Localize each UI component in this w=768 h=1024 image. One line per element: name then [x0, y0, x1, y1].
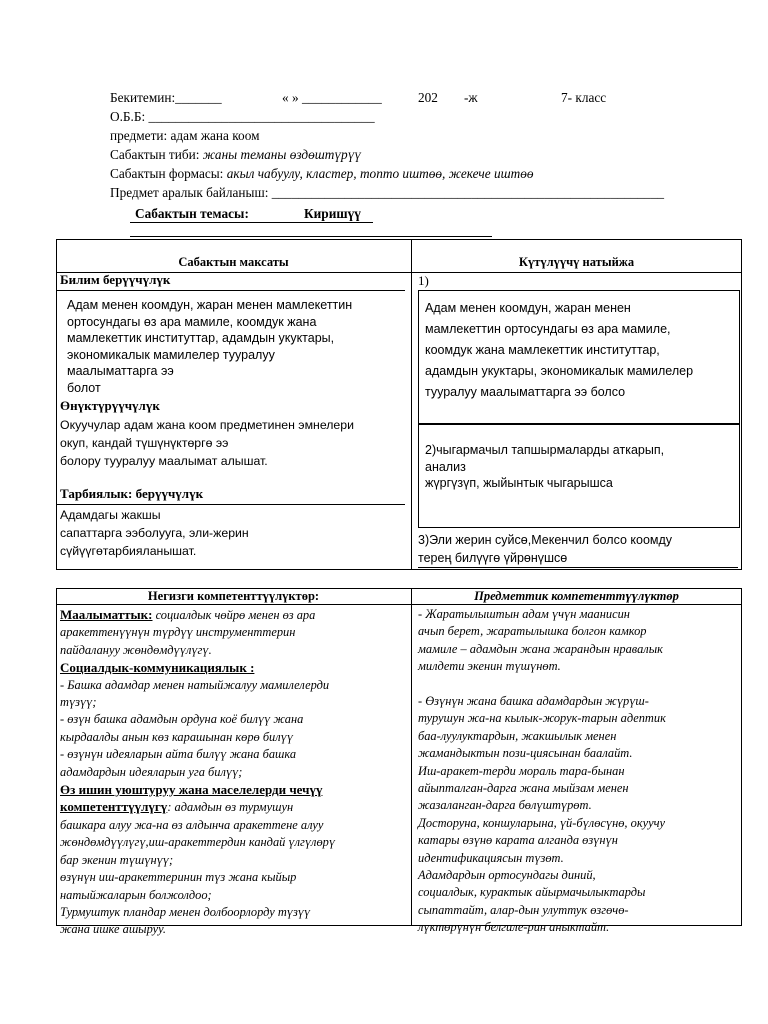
education-line: болот — [67, 380, 101, 395]
social-line: - Башка адамдар менен натыйжалуу мамилелерди — [60, 677, 330, 692]
social-line: кырдаалды анын көз карашынан көрө билүү — [60, 729, 294, 744]
subject-line: жамандыктын пози-циясынан баалайт. — [418, 746, 633, 761]
approve-year: 202 — [418, 90, 438, 105]
upbringing-line: Адамдагы жакшы — [60, 508, 161, 522]
competence-right-header: Предметтик компетенттүүлүктөр — [474, 589, 679, 603]
result1-line: Адам менен коомдун, жаран менен — [425, 301, 631, 315]
subject-line: Иш-аракет-терди мораль тара-бынан — [418, 763, 625, 778]
subject-line: катары өзүнө карата алганда өзүнүн — [418, 833, 618, 848]
grade-label: 7- класс — [561, 90, 607, 105]
self-line: башкара алуу жа-на өз алдынча аракеттене алуу — [60, 817, 324, 832]
education-heading-rule — [56, 290, 405, 291]
key-competences-text — [60, 606, 335, 939]
subject-line: мамиле – адамдын жана жарандын нравалык — [418, 641, 663, 656]
subject-line: социалдык, курактык айырмачылыктарды — [418, 885, 646, 900]
social-line: - өзүнүн идеяларын айта билүү жана башка — [60, 747, 297, 762]
lesson-type-value: жаны теманы өздөштүрүү — [202, 147, 362, 162]
subject-line: жазаланган-дарга бөлүштүрөт. — [418, 798, 592, 813]
self-heading-cont: компетенттүүлүгү — [60, 799, 168, 815]
lesson-form-value: акыл чабуулу, кластер, топто иштөө, жекече иштөө — [226, 166, 534, 181]
info-heading: Маалыматтык: — [60, 607, 153, 622]
development-text — [60, 416, 354, 470]
upbringing-heading-rule — [56, 504, 405, 505]
lesson-form-label: Сабактын формасы: — [110, 166, 227, 181]
result1-text — [425, 298, 693, 403]
self-line: бар экенин түшүнүү; — [60, 852, 174, 867]
subject-line: ачып берет, жаратылышка болгон камкор — [418, 624, 647, 639]
competence-header-rule — [56, 604, 742, 605]
goals-right-header: Күтүлүүчү натыйжа — [518, 255, 635, 269]
upbringing-text — [60, 506, 249, 560]
topic-value: Киришүү — [304, 206, 361, 221]
result1-line: тууралуу маалыматтарга ээ болсо — [425, 385, 626, 399]
result3-rule — [418, 567, 738, 568]
social-line: түзүү; — [60, 695, 97, 710]
topic-label: Сабактын темасы: — [135, 206, 249, 221]
result2-line: жүргүзүп, жыйынтык чыгарышса — [425, 476, 613, 490]
result1-line: коомдук жана мамлекеттик институттар, — [425, 343, 660, 357]
topic-underline — [130, 222, 373, 223]
social-line: адамдардын идеяларын уга билүү; — [60, 764, 243, 779]
competence-left-header: Негизги компетенттүүлүктөр: — [147, 589, 320, 603]
result2-text — [425, 442, 664, 492]
upbringing-heading: Тарбиялык: берүүчүлүк — [60, 486, 204, 501]
approve-date-quotes: « » ____________ — [282, 90, 382, 105]
social-line: - өзүн башка адамдын ордуна коё билүү жана — [60, 712, 304, 727]
subject-line: - Жаратылыштын адам үчүн маанисин — [418, 607, 630, 621]
upbringing-line: сапаттарга ээболууга, эли-жерин — [60, 526, 249, 540]
competence-table-divider — [411, 588, 412, 926]
result3-line: терең билүүгө үйрөнүшсө — [418, 551, 568, 565]
self-line: натыйжаларын болжолдоо; — [60, 887, 212, 902]
result1-line: адамдын укуктары, экономикалык мамилелер — [425, 364, 694, 378]
self-line: : адамдын өз турмушун — [167, 800, 294, 815]
subject-line: сыпаттайт, алар-дын улуттук өзгөчө- — [418, 902, 629, 917]
subject-competences-text — [418, 606, 666, 937]
upbringing-line: сүйүүгөтарбияланышат. — [60, 544, 197, 558]
goals-table-divider — [411, 239, 412, 570]
info-line: аракеттенүүнүн түрдүү инструменттерин — [60, 625, 296, 640]
info-line: пайдалануу жөндөмдүүлүгү. — [60, 642, 212, 657]
education-heading: Билим берүүчүлүк — [60, 272, 171, 287]
subject-line: идентификациясын түзөт. — [418, 850, 564, 865]
education-line: мамлекеттик институттар, адамдын укуктары, — [67, 331, 335, 346]
teacher-name-label: О.Б.Б: __________________________________ — [110, 109, 375, 124]
education-text — [67, 297, 352, 397]
approve-year-suffix: -ж — [464, 90, 478, 105]
education-line: Адам менен коомдун, жаран менен мамлекеттин — [67, 298, 353, 312]
self-heading: Өз ишин уюштуруу жана маселелерди чечүү — [60, 782, 323, 798]
self-line: жана ишке ашыруу. — [60, 922, 166, 937]
development-line: окуп, кандай түшүнүктөргө ээ — [60, 436, 229, 450]
development-line: болору тууралуу маалымат алышат. — [60, 454, 268, 468]
result1-number: 1) — [418, 273, 429, 288]
topic-rule — [130, 236, 492, 237]
result3-text — [418, 531, 672, 567]
lesson-form-line — [110, 164, 534, 183]
subject-line: лүктөрүнүн белгиле-рин аныктайт. — [418, 920, 610, 935]
result3-line: 3)Эли жерин суйсө,Мекенчил болсо коомду — [418, 533, 673, 547]
development-heading: Өнүктүрүүчүлүк — [60, 398, 160, 413]
development-line: Окуучулар адам жана коом предметинен эмнелери — [60, 418, 354, 432]
subject-line: турушун жа-на кылык-жорук-тарын адептик — [418, 711, 666, 726]
goals-left-header: Сабактын максаты — [178, 255, 289, 269]
subject-line: Адамдардын ортосундагы диний, — [418, 868, 596, 883]
interdisciplinary-label: Предмет аралык байланыш: ___________________________________________________________ — [110, 185, 665, 200]
result1-line: мамлекеттин ортосундагы өз ара мамиле, — [425, 322, 671, 336]
subject-line-spacer — [418, 676, 666, 693]
info-line: социалдык чөйрө менен өз ара — [152, 608, 316, 622]
result2-line: анализ — [425, 459, 466, 474]
subject-line: баа-луулуктардын, жакшылык менен — [418, 728, 617, 743]
lesson-type-line — [110, 145, 361, 164]
education-line: маалыматтарга ээ — [67, 364, 174, 379]
approve-label: Бекитемин:_______ — [110, 90, 222, 105]
self-line: өзүнүн иш-аракеттеринин түз жана кыйыр — [60, 870, 297, 885]
result2-line: 2)чыгармачыл тапшырмаларды аткарып, — [425, 443, 665, 457]
subject-line: милдети экенин түшүнөт. — [418, 659, 561, 674]
subject-line: Досторуна, коншуларына, үй-бүлөсүнө, окуучу — [418, 815, 666, 830]
education-line: ортосундагы өз ара мамиле, коомдук жана — [67, 314, 317, 329]
subject-line: - Өзүнүн жана башка адамдардын жүрүш- — [418, 694, 649, 709]
subject-label: предмети: адам жана коом — [110, 128, 260, 143]
self-line: жөндөмдүүлүгү,иш-аракеттердин кандай үлгүлөрү — [60, 835, 336, 850]
education-line: экономикалык мамилелер тууралуу — [67, 347, 275, 362]
subject-line: айыпталган-дарга жана мыйзам менен — [418, 781, 629, 796]
social-heading: Социалдык-коммуникациялык : — [60, 660, 255, 676]
lesson-type-label: Сабактын тиби: — [110, 147, 203, 162]
self-line: Турмуштук пландар менен долбоорлорду түзүү — [60, 904, 311, 919]
